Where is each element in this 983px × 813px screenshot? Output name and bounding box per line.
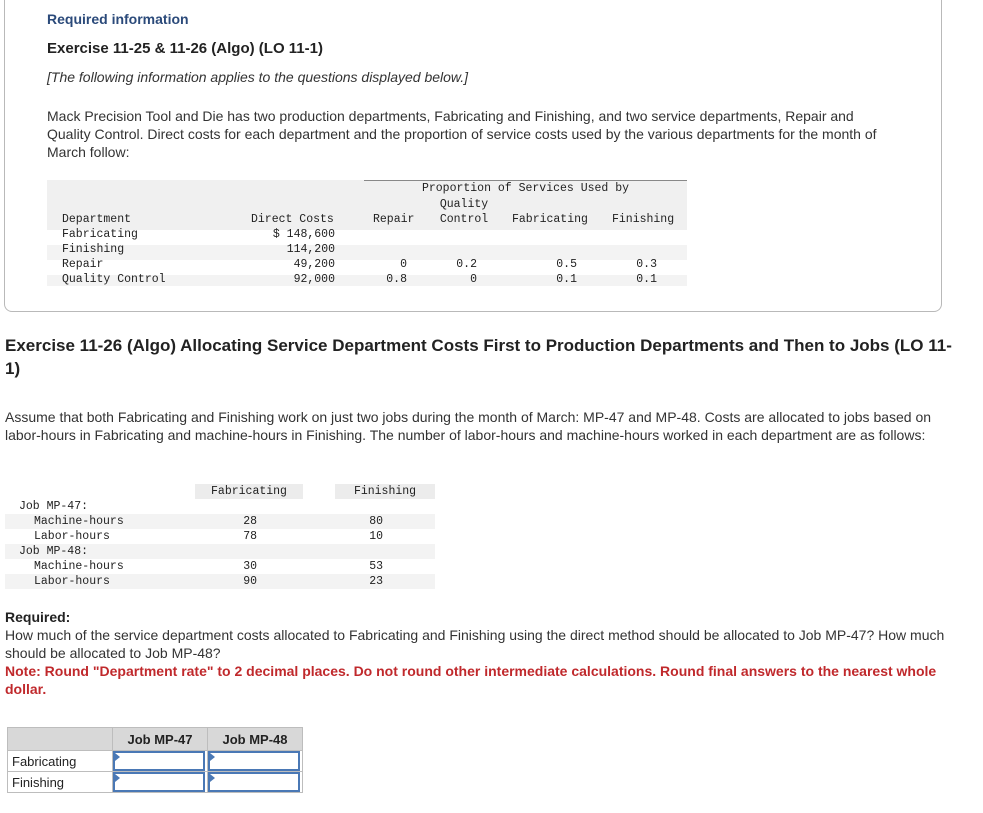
finishing-mp47-input[interactable] [113,772,205,792]
row-fab: 0.1 [556,273,577,286]
row-fin: 0.1 [636,273,657,286]
intro-text: Mack Precision Tool and Die has two production departments, Fabricating and Finishing, and two service departments, Repair and Quality Control. Direct costs for each department and the proportion of service costs used by the various departments for the month of March follow: [47,108,877,160]
row-label: Job MP-48: [19,545,89,558]
answer-table [7,727,303,793]
required-heading: Required: [5,609,71,625]
fabricating-mp47-input[interactable] [113,751,205,771]
input-marker-icon [115,774,120,782]
group-header: Proportion of Services Used by [421,182,630,195]
row-label-finishing: Finishing [8,772,113,793]
row-label: Job MP-47: [19,500,89,513]
col-job-mp48: Job MP-48 [208,728,303,751]
row-name: Quality Control [62,273,166,286]
exercise-26-title: Exercise 11-26 (Algo) Allocating Service Department Costs First to Production Departments and Then to Jobs (LO 11-1) [5,336,952,378]
required-information-label: Required information [47,11,189,27]
col-job-mp47: Job MP-47 [113,728,208,751]
row-cost: 114,200 [286,243,335,256]
exercise-title: Exercise 11-25 & 11-26 (Algo) (LO 11-1) [47,40,323,57]
cell-fabricating-mp48 [208,751,303,772]
cell-finishing-mp47 [113,772,208,793]
row-repair: 0.8 [386,273,407,286]
col-quality-line2: Control [439,213,489,226]
row-label-fabricating: Fabricating [8,751,113,772]
applies-note: [The following information applies to the questions displayed below.] [47,69,469,85]
row-label: Machine-hours [34,560,124,573]
row-cost: $ 148,600 [272,228,335,241]
row-fab: 30 [243,560,257,573]
fabricating-mp48-input[interactable] [208,751,300,771]
row-name: Finishing [62,243,125,256]
col-quality-line1: Quality [439,198,489,211]
row-name: Fabricating [62,228,138,241]
row-fab: 78 [243,530,257,543]
row-cost: 49,200 [293,258,335,271]
assume-text: Assume that both Fabricating and Finishing work on just two jobs during the month of March: MP-47 and MP-48. Costs are allocated to jobs based on labor-hours in Fabricating and machine-hours in Finishing. The number of labor-hours and machine-hours worked in each department are as follows: [5,409,932,443]
row-repair: 0 [400,258,407,271]
input-marker-icon [115,753,120,761]
department-cost-table [47,180,687,286]
row-fin: 80 [369,515,383,528]
col-finishing: Finishing [353,485,417,498]
row-name: Repair [62,258,104,271]
row-fab: 90 [243,575,257,588]
row-qc: 0.2 [456,258,477,271]
row-cost: 92,000 [293,273,335,286]
row-fin: 10 [369,530,383,543]
cell-finishing-mp48 [208,772,303,793]
row-fin: 0.3 [636,258,657,271]
row-fin: 53 [369,560,383,573]
col-direct-costs: Direct Costs [251,213,334,226]
col-fabricating: Fabricating [512,213,588,226]
col-finishing: Finishing [612,213,675,226]
cell-fabricating-mp47 [113,751,208,772]
col-department: Department [62,213,132,226]
input-marker-icon [210,774,215,782]
row-label: Labor-hours [34,530,110,543]
row-label: Labor-hours [34,575,110,588]
rounding-note: Note: Round "Department rate" to 2 decimal places. Do not round other intermediate calculations. Round final answers to the nearest whole dollar. [5,663,937,697]
hours-table [5,484,435,589]
question-text: How much of the service department costs allocated to Fabricating and Finishing using the direct method should be allocated to Job MP-47? How much should be allocated to Job MP-48? [5,627,945,661]
col-fabricating: Fabricating [211,485,287,498]
row-fin: 23 [369,575,383,588]
row-qc: 0 [470,273,477,286]
col-repair: Repair [373,213,415,226]
row-fab: 0.5 [556,258,577,271]
answer-table-corner [8,728,113,751]
input-marker-icon [210,753,215,761]
finishing-mp48-input[interactable] [208,772,300,792]
row-label: Machine-hours [34,515,124,528]
row-fab: 28 [243,515,257,528]
